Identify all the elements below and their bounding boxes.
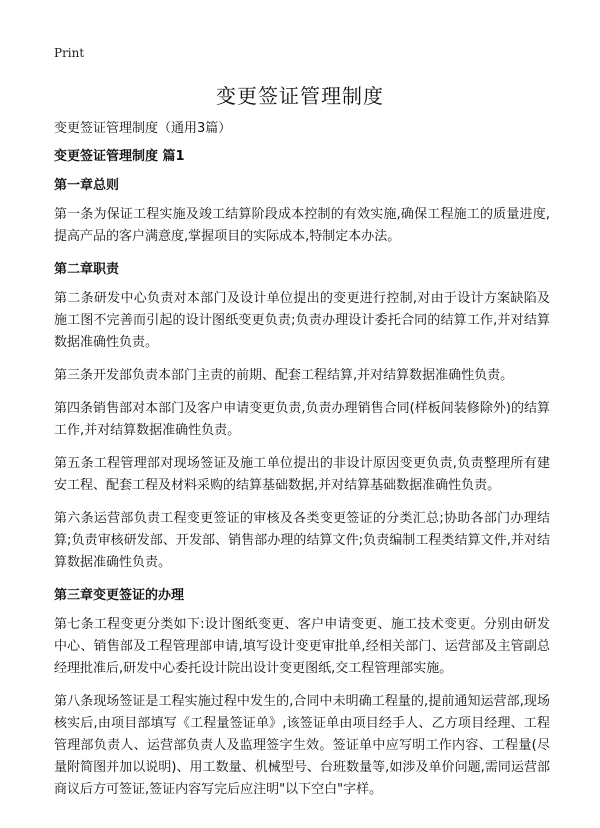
chapter1-heading: 第一章总则	[54, 178, 120, 193]
article-5: 第五条工程管理部对现场签证及施工单位提出的非设计原因变更负责,负责整理所有建安工程、配套工程及材料采购的结算基础数据,并对结算基础数据准确性负责。	[54, 456, 550, 493]
chapter3-heading: 第三章变更签证的办理	[54, 588, 185, 603]
article-6: 第六条运营部负责工程变更签证的审核及各类变更签证的分类汇总;协助各部门办理结算;负责审核研发部、开发部、销售部办理的结算文件;负责编制工程类结算文件,并对结算数据准确性负责。	[54, 511, 550, 570]
article-8: 第八条现场签证是工程实施过程中发生的,合同中未明确工程量的,提前通知运营部,现场核实后,由项目部填写《工程量签证单》,该签证单由项目经手人、乙方项目经理、工程管理部负责人、运营部负责人及监理签字生效。签证单中应写明工作内容、工程量(尽量附简图并加以说明)、用工数量、机械型号、台班数量等,如涉及单价问题,需同运营部商议后方可签证,签证内容写完后应注明"以下空白"字样。	[54, 694, 550, 797]
document-subtitle: 变更签证管理制度（通用3篇）	[54, 121, 232, 136]
document-body	[54, 118, 550, 811]
article-7: 第七条工程变更分类如下:设计图纸变更、客户申请变更、施工技术变更。分别由研发中心、销售部及工程管理部申请,填写设计变更审批单,经相关部门、运营部及主管副总经理批准后,研发中心委托设计院出设计变更图纸,交工程管理部实施。	[54, 617, 550, 676]
article-3: 第三条开发部负责本部门主责的前期、配套工程结算,并对结算数据准确性负责。	[54, 368, 514, 383]
article-4: 第四条销售部对本部门及客户申请变更负责,负责办理销售合同(样板间装修除外)的结算工作,并对结算数据准确性负责。	[54, 401, 550, 438]
chapter2-heading: 第二章职责	[54, 262, 120, 277]
section-title: 变更签证管理制度 篇1	[54, 149, 185, 164]
article-2: 第二条研发中心负责对本部门及设计单位提出的变更进行控制,对由于设计方案缺陷及施工图不完善而引起的设计图纸变更负责;负责办理设计委托合同的结算工作,并对结算数据准确性负责。	[54, 291, 550, 350]
page-title: 变更签证管理制度	[216, 84, 384, 108]
article-1: 第一条为保证工程实施及竣工结算阶段成本控制的有效实施,确保工程施工的质量进度,提高产品的客户满意度,掌握项目的实际成本,特制定本办法。	[54, 207, 550, 244]
print-label: Print	[54, 46, 85, 60]
